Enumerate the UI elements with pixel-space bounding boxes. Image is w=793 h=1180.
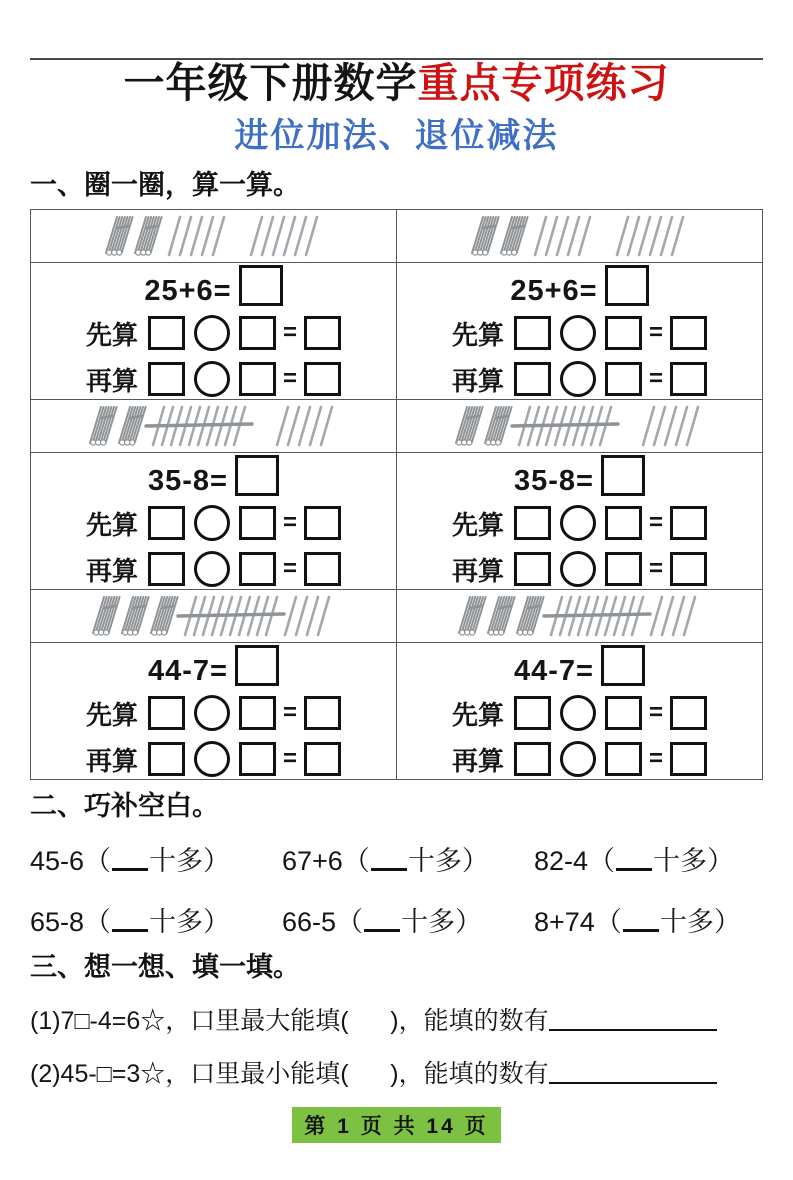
equation-text: 44-7= xyxy=(148,654,228,687)
equals-sign: = xyxy=(283,365,298,393)
operator-circle[interactable] xyxy=(560,551,596,587)
operator-circle[interactable] xyxy=(560,361,596,397)
worksheet-page xyxy=(0,58,793,1180)
fill-item-pre: 8+74（ xyxy=(534,907,622,938)
answer-box[interactable] xyxy=(605,552,642,586)
equals-sign: = xyxy=(283,509,298,537)
problem-cell xyxy=(397,643,763,780)
problem-cell xyxy=(397,263,763,400)
first-calc-label: 先算 xyxy=(85,699,138,730)
answer-box[interactable] xyxy=(670,696,707,730)
answer-box[interactable] xyxy=(670,362,707,396)
fill-blank-item xyxy=(534,839,763,878)
operator-circle[interactable] xyxy=(560,505,596,541)
answer-box[interactable] xyxy=(514,316,551,350)
calc-line-then xyxy=(86,361,341,398)
equals-sign: = xyxy=(649,319,664,347)
fill-item-suf: 十多） xyxy=(149,907,231,938)
practice-table xyxy=(30,209,763,780)
section2-heading: 二、巧补空白。 xyxy=(30,791,219,822)
sticks-row xyxy=(31,400,763,453)
problem-cell xyxy=(31,453,397,590)
answer-box[interactable] xyxy=(148,362,185,396)
problem-block xyxy=(31,645,396,778)
sticks-image xyxy=(87,592,340,640)
answer-underline[interactable] xyxy=(549,1004,717,1031)
equals-sign: = xyxy=(283,555,298,583)
blank-underline[interactable] xyxy=(364,902,400,932)
then-calc-label: 再算 xyxy=(85,555,138,586)
fill-blank-item xyxy=(282,839,534,878)
sticks-cell xyxy=(31,400,397,453)
answer-box[interactable] xyxy=(670,316,707,350)
answer-box[interactable] xyxy=(239,265,283,306)
problem-cell xyxy=(31,263,397,400)
equals-sign: = xyxy=(649,555,664,583)
sticks-image xyxy=(453,592,706,640)
equation-line xyxy=(148,645,279,686)
page-title xyxy=(30,60,763,107)
fill-item-suf: 十多） xyxy=(149,846,231,877)
answer-box[interactable] xyxy=(235,455,279,496)
answer-box[interactable] xyxy=(239,316,276,350)
calc-line-first xyxy=(452,505,707,542)
answer-box[interactable] xyxy=(304,742,341,776)
answer-box[interactable] xyxy=(514,742,551,776)
blank-underline[interactable] xyxy=(112,841,148,871)
equation-text: 44-7= xyxy=(514,654,594,687)
problem-block xyxy=(397,455,762,588)
equals-sign: = xyxy=(283,745,298,773)
answer-box[interactable] xyxy=(148,506,185,540)
calc-line-first xyxy=(452,315,707,352)
equals-sign: = xyxy=(283,699,298,727)
think-fill-list xyxy=(30,1001,763,1090)
answer-box[interactable] xyxy=(670,552,707,586)
equals-sign: = xyxy=(649,365,664,393)
sticks-image xyxy=(100,212,328,260)
equation-text: 35-8= xyxy=(148,464,228,497)
problem-block xyxy=(397,265,762,398)
answer-box[interactable] xyxy=(670,742,707,776)
then-calc-label: 再算 xyxy=(85,365,138,396)
operator-circle[interactable] xyxy=(560,741,596,777)
fill-item-pre: 66-5（ xyxy=(282,907,364,938)
fill-blank-item xyxy=(30,900,282,939)
answer-box[interactable] xyxy=(239,506,276,540)
equals-sign: = xyxy=(283,319,298,347)
operator-circle[interactable] xyxy=(560,315,596,351)
answer-box[interactable] xyxy=(239,742,276,776)
section3-heading: 三、想一想、填一填。 xyxy=(30,952,300,983)
answer-box[interactable] xyxy=(148,696,185,730)
answer-box[interactable] xyxy=(670,506,707,540)
answer-box[interactable] xyxy=(239,552,276,586)
sticks-cell xyxy=(397,210,763,263)
fill-item-pre: 82-4（ xyxy=(534,846,616,877)
answer-box[interactable] xyxy=(601,645,645,686)
answer-box[interactable] xyxy=(304,506,341,540)
equals-sign: = xyxy=(649,745,664,773)
fill-blank-grid xyxy=(30,839,763,939)
equation-line xyxy=(148,455,279,496)
fill-blank-item xyxy=(282,900,534,939)
answer-box[interactable] xyxy=(148,552,185,586)
operator-circle[interactable] xyxy=(194,551,230,587)
first-calc-label: 先算 xyxy=(85,319,138,350)
answer-box[interactable] xyxy=(304,316,341,350)
then-calc-label: 再算 xyxy=(451,745,504,776)
sticks-image xyxy=(466,212,694,260)
then-calc-label: 再算 xyxy=(85,745,138,776)
sticks-image xyxy=(450,402,709,450)
fill-item-suf: 十多） xyxy=(401,907,483,938)
problem-cell xyxy=(31,643,397,780)
first-calc-label: 先算 xyxy=(451,319,504,350)
sticks-cell xyxy=(397,400,763,453)
operator-circle[interactable] xyxy=(560,695,596,731)
blank-underline[interactable] xyxy=(112,902,148,932)
answer-box[interactable] xyxy=(601,455,645,496)
practice-table-body xyxy=(31,210,763,780)
answer-box[interactable] xyxy=(605,265,649,306)
equation-line xyxy=(510,265,648,306)
answer-box[interactable] xyxy=(304,362,341,396)
operator-circle[interactable] xyxy=(194,315,230,351)
think-fill-item xyxy=(30,1001,763,1037)
operator-circle[interactable] xyxy=(194,741,230,777)
problem-row xyxy=(31,263,763,400)
answer-box[interactable] xyxy=(605,742,642,776)
section1-heading: 一、圈一圈，算一算。 xyxy=(30,170,300,201)
sticks-row xyxy=(31,210,763,263)
fill-item-suf: 十多） xyxy=(653,846,735,877)
calc-line-then xyxy=(452,741,707,778)
equals-sign: = xyxy=(649,699,664,727)
equation-text: 25+6= xyxy=(144,274,232,307)
answer-box[interactable] xyxy=(514,552,551,586)
answer-box[interactable] xyxy=(605,696,642,730)
sticks-cell xyxy=(31,590,397,643)
calc-line-first xyxy=(86,695,341,732)
first-calc-label: 先算 xyxy=(451,699,504,730)
then-calc-label: 再算 xyxy=(451,365,504,396)
answer-box[interactable] xyxy=(605,316,642,350)
calc-line-then xyxy=(452,551,707,588)
equation-line xyxy=(514,645,645,686)
answer-box[interactable] xyxy=(605,506,642,540)
answer-box[interactable] xyxy=(239,696,276,730)
calc-line-first xyxy=(86,315,341,352)
sticks-cell xyxy=(397,590,763,643)
think-item-text: (2)45-□=3☆，口里最小能填( )，能填的数有 xyxy=(30,1060,549,1089)
equation-text: 35-8= xyxy=(514,464,594,497)
calc-line-then xyxy=(86,551,341,588)
answer-box[interactable] xyxy=(148,742,185,776)
sticks-cell xyxy=(31,210,397,263)
blank-underline[interactable] xyxy=(371,841,407,871)
problem-row xyxy=(31,643,763,780)
equals-sign: = xyxy=(649,509,664,537)
sticks-row xyxy=(31,590,763,643)
page-title-red: 重点专项练习 xyxy=(417,60,670,106)
answer-underline[interactable] xyxy=(549,1057,717,1084)
equation-text: 25+6= xyxy=(510,274,598,307)
then-calc-label: 再算 xyxy=(451,555,504,586)
fill-item-suf: 十多） xyxy=(407,846,489,877)
calc-line-then xyxy=(452,361,707,398)
fill-item-pre: 65-8（ xyxy=(30,907,112,938)
problem-row xyxy=(31,453,763,590)
calc-line-first xyxy=(86,505,341,542)
answer-box[interactable] xyxy=(148,316,185,350)
answer-box[interactable] xyxy=(304,696,341,730)
sticks-image xyxy=(84,402,343,450)
answer-box[interactable] xyxy=(605,362,642,396)
fill-blank-item xyxy=(30,839,282,878)
fill-blank-item xyxy=(534,900,763,939)
operator-circle[interactable] xyxy=(194,695,230,731)
blank-underline[interactable] xyxy=(623,902,659,932)
fill-item-suf: 十多） xyxy=(659,907,741,938)
problem-block xyxy=(31,265,396,398)
first-calc-label: 先算 xyxy=(85,509,138,540)
answer-box[interactable] xyxy=(514,362,551,396)
answer-box[interactable] xyxy=(239,362,276,396)
calc-line-then xyxy=(86,741,341,778)
answer-box[interactable] xyxy=(235,645,279,686)
page-title-black: 一年级下册数学 xyxy=(123,60,418,106)
problem-cell xyxy=(397,453,763,590)
answer-box[interactable] xyxy=(304,552,341,586)
blank-underline[interactable] xyxy=(616,841,652,871)
first-calc-label: 先算 xyxy=(451,509,504,540)
fill-item-pre: 67+6（ xyxy=(282,846,370,877)
answer-box[interactable] xyxy=(514,696,551,730)
fill-item-pre: 45-6（ xyxy=(30,846,112,877)
problem-block xyxy=(397,645,762,778)
operator-circle[interactable] xyxy=(194,361,230,397)
page-subtitle: 进位加法、退位减法 xyxy=(234,117,559,156)
think-item-text: (1)7□-4=6☆，口里最大能填( )，能填的数有 xyxy=(30,1007,549,1036)
calc-line-first xyxy=(452,695,707,732)
equation-line xyxy=(144,265,282,306)
problem-block xyxy=(31,455,396,588)
footer xyxy=(30,1107,763,1143)
think-fill-item xyxy=(30,1054,763,1090)
operator-circle[interactable] xyxy=(194,505,230,541)
equation-line xyxy=(514,455,645,496)
page-number-badge: 第 1 页 共 14 页 xyxy=(292,1107,500,1143)
answer-box[interactable] xyxy=(514,506,551,540)
